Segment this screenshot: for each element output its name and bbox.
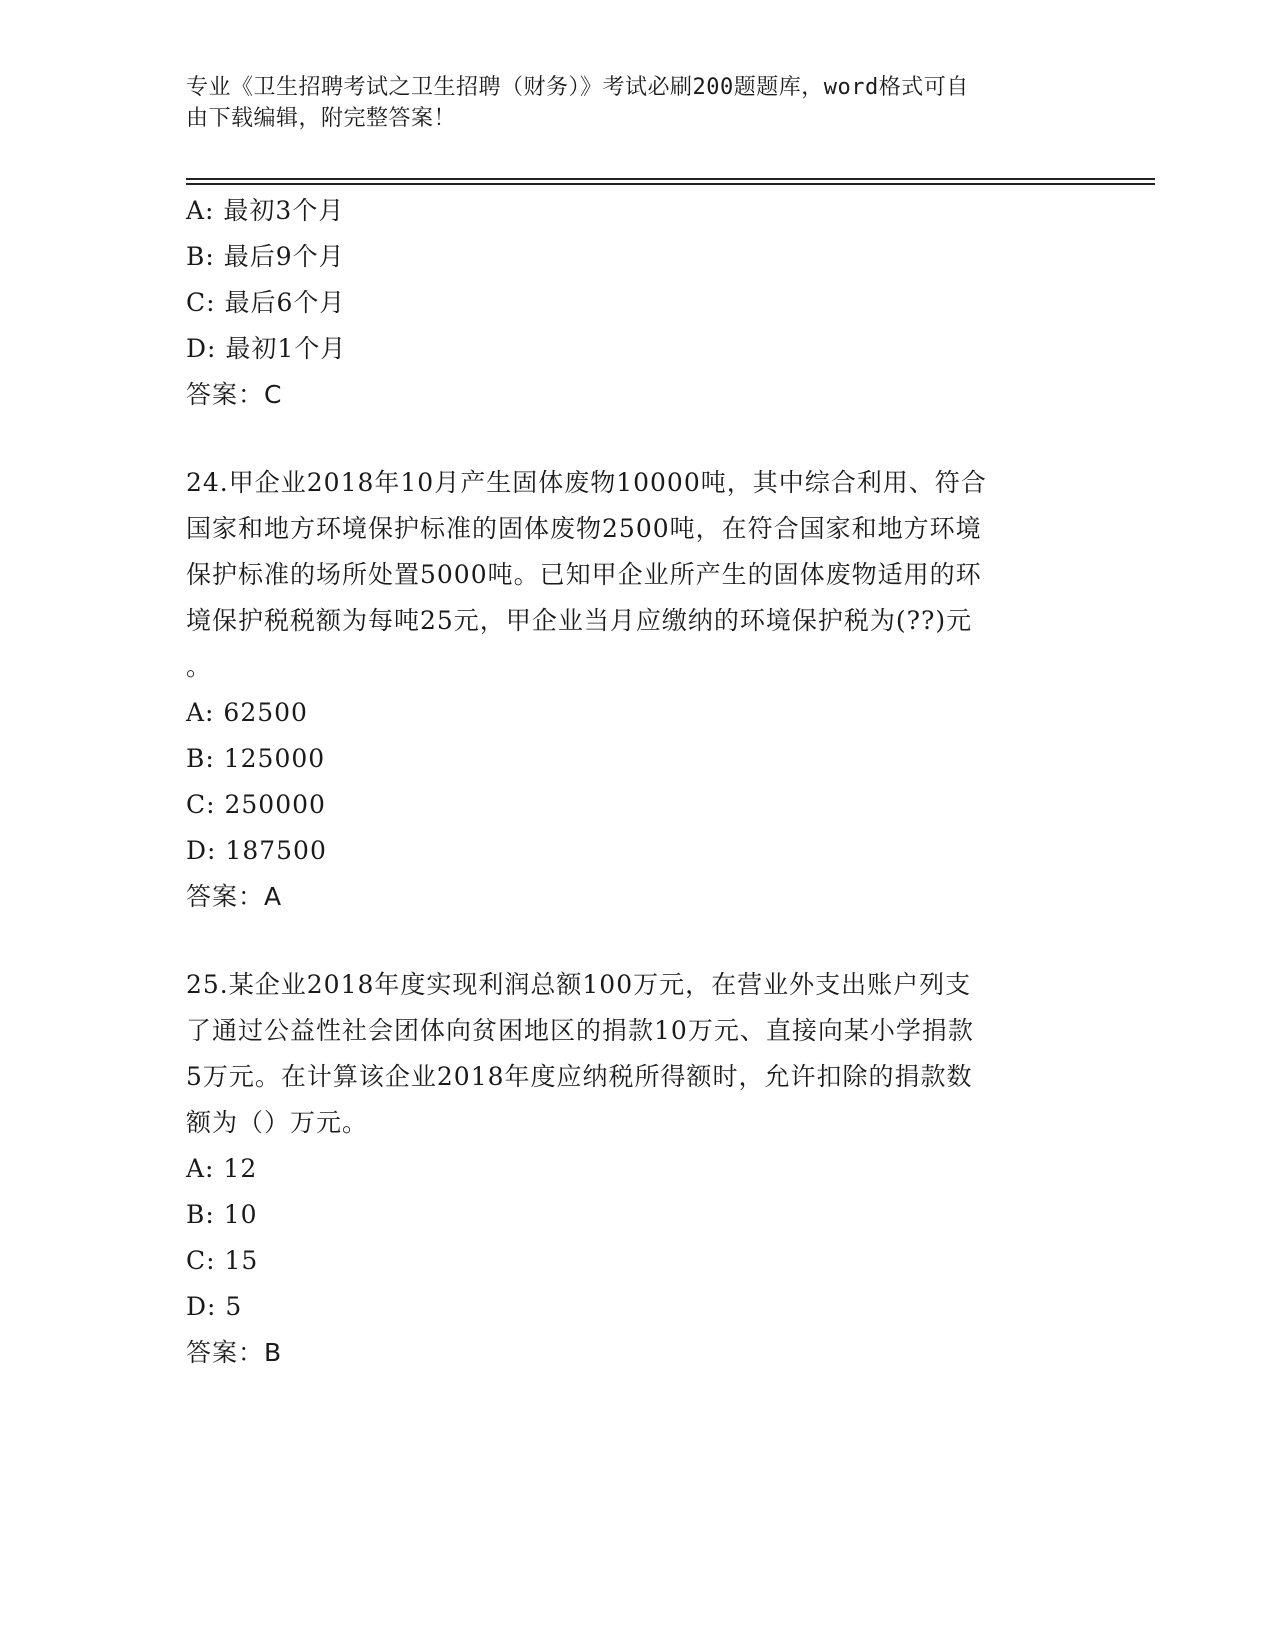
question-23-option-d: D: 最初1个月 <box>186 334 347 363</box>
question-25-option-c: C: 15 <box>186 1246 259 1275</box>
question-24-text-line-5: 。 <box>186 652 213 681</box>
question-24-block <box>186 460 1086 920</box>
question-24-text-line-2: 国家和地方环境保护标准的固体废物2500吨，在符合国家和地方环境 <box>186 514 982 543</box>
question-24-option-c: C: 250000 <box>186 790 326 819</box>
document-header <box>186 72 1066 134</box>
question-25-text-line-4: 额为（）万元。 <box>186 1108 369 1137</box>
question-24-option-d: D: 187500 <box>186 836 327 865</box>
question-23-option-c: C: 最后6个月 <box>186 288 346 317</box>
question-24-text-line-1: 24.甲企业2018年10月产生固体废物10000吨，其中综合利用、符合 <box>186 468 987 497</box>
question-24-option-a: A: 62500 <box>186 698 308 727</box>
question-25-answer: 答案：B <box>186 1338 283 1367</box>
question-23-option-a: A: 最初3个月 <box>186 196 345 225</box>
question-24-answer: 答案：A <box>186 882 283 911</box>
question-25-text-line-3: 5万元。在计算该企业2018年度应纳税所得额时，允许扣除的捐款数 <box>186 1062 973 1091</box>
question-25-block <box>186 962 1086 1376</box>
question-25-text-line-1: 25.某企业2018年度实现利润总额100万元，在营业外支出账户列支 <box>186 970 972 999</box>
question-24-text-line-4: 境保护税税额为每吨25元，甲企业当月应缴纳的环境保护税为(??)元 <box>186 606 973 635</box>
question-24-text-line-3: 保护标准的场所处置5000吨。已知甲企业所产生的固体废物适用的环 <box>186 560 982 589</box>
question-23-answer: 答案：C <box>186 380 283 409</box>
question-25-text-line-2: 了通过公益性社会团体向贫困地区的捐款10万元、直接向某小学捐款 <box>186 1016 974 1045</box>
header-line-2: 由下载编辑，附完整答案！ <box>186 106 457 131</box>
header-divider-bottom <box>186 183 1155 185</box>
question-25-option-a: A: 12 <box>186 1154 258 1183</box>
question-24-option-b: B: 125000 <box>186 744 326 773</box>
question-25-option-b: B: 10 <box>186 1200 258 1229</box>
question-23-option-b: B: 最后9个月 <box>186 242 345 271</box>
question-23-block <box>186 188 1086 418</box>
header-divider-top <box>186 178 1155 180</box>
header-line-1: 专业《卫生招聘考试之卫生招聘（财务）》考试必刷200题题库，word格式可自 <box>186 75 969 100</box>
question-25-option-d: D: 5 <box>186 1292 243 1321</box>
